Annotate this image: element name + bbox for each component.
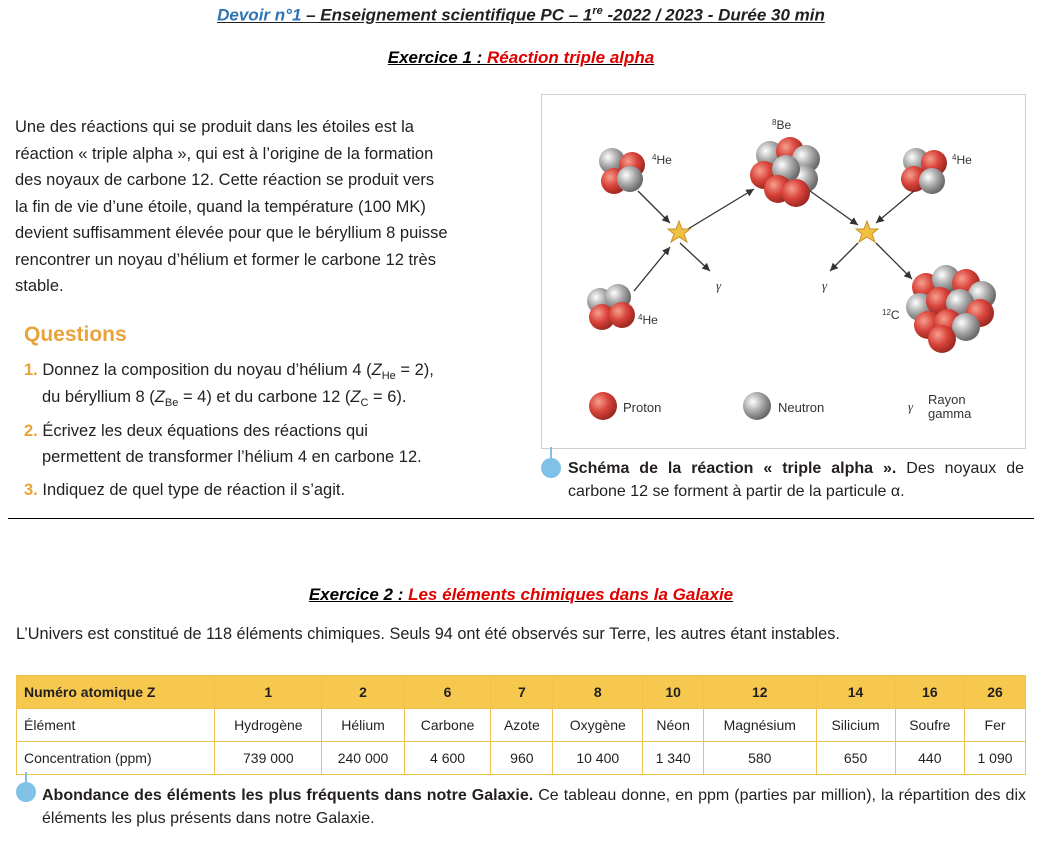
- table-row: [17, 676, 1026, 709]
- svg-text:4He: [638, 313, 658, 327]
- table-cell: 650: [816, 742, 895, 775]
- table-cell: 26: [965, 676, 1026, 709]
- beryllium-nucleus: [750, 137, 820, 207]
- table-cell: 16: [895, 676, 964, 709]
- paragraph-line: Une des réactions qui se produit dans les étoiles est la: [15, 118, 414, 136]
- question-1-line2: [42, 384, 406, 417]
- exercise2-prefix: Exercice 2 :: [308, 585, 409, 604]
- exercise2-title: [0, 585, 1042, 605]
- table-cell: 960: [491, 742, 553, 775]
- table-row: [17, 742, 1026, 775]
- paragraph-line: stable.: [15, 277, 64, 295]
- table-cell: 8: [553, 676, 643, 709]
- table-cell: 1 090: [965, 742, 1026, 775]
- paragraph-line: des noyaux de carbone 12. Cette réaction se produit vers: [15, 171, 435, 189]
- be-subscript: Be: [164, 397, 179, 409]
- q2-line1: Écrivez les deux équations des réactions qui: [42, 422, 368, 440]
- table-cell: 7: [491, 676, 553, 709]
- paragraph-line: devient suffisamment élevée pour que le béryllium 8 puisse: [15, 224, 448, 242]
- table-cell: Hélium: [322, 709, 404, 742]
- devoir-label: Devoir n°1: [217, 5, 302, 25]
- exercise2-title-text: Les éléments chimiques dans la Galaxie: [408, 585, 734, 604]
- header-text-b: -2022 / 2023 - Durée 30 min: [602, 5, 825, 25]
- he-mass-label: 4: [638, 313, 643, 322]
- table-row: [17, 709, 1026, 742]
- table-cell: Soufre: [895, 709, 964, 742]
- c-subscript: C: [360, 397, 369, 409]
- svg-text:12C: [882, 308, 900, 322]
- legend-proton: [589, 392, 661, 420]
- legend-neutron: [743, 392, 824, 420]
- caption-bold: Abondance des éléments les plus fréquents dans notre Galaxie.: [42, 787, 534, 804]
- question-number: 3.: [24, 481, 38, 499]
- document-header: [0, 5, 1042, 26]
- exercise1-title-text: Réaction triple alpha: [487, 48, 655, 67]
- helium-nucleus-top-left: [599, 148, 645, 194]
- he-mass-label: 4: [652, 153, 657, 162]
- q1-text-b: = 2),: [395, 361, 434, 379]
- table-cell: Azote: [491, 709, 553, 742]
- diagram-caption: [568, 457, 1024, 503]
- helium-nucleus-top-right: [901, 148, 947, 194]
- table-cell: 240 000: [322, 742, 404, 775]
- carbon-nucleus: [906, 265, 996, 353]
- z-symbol: Z: [371, 361, 382, 379]
- table-cell: 580: [704, 742, 816, 775]
- he-label: He: [656, 153, 672, 167]
- reaction-star-1: [668, 221, 690, 242]
- table-cell: 4 600: [404, 742, 491, 775]
- table-cell: 739 000: [215, 742, 322, 775]
- paragraph-line: réaction « triple alpha », qui est à l’origine de la formation: [15, 144, 434, 163]
- paragraph-line: la fin de vie d’une étoile, quand la température (100 MK): [15, 197, 426, 216]
- gamma-label: γ: [822, 278, 828, 293]
- legend-gamma-symbol: γ: [908, 399, 914, 414]
- q1-text-c: du béryllium 8 (: [42, 388, 155, 406]
- caption-rest: Des noyaux de carbone 12 se forment à partir de la particule α.: [568, 460, 1024, 500]
- z-symbol: Z: [154, 388, 165, 406]
- question-2: [24, 418, 368, 445]
- be-label: Be: [776, 118, 792, 132]
- he-mass-label: 4: [952, 153, 957, 162]
- question-number: 1.: [24, 361, 38, 379]
- table-cell: Silicium: [816, 709, 895, 742]
- helium-nucleus-bottom-left: [587, 284, 635, 330]
- section-divider: [8, 518, 1034, 519]
- table-cell: Néon: [643, 709, 704, 742]
- caption-bullet: [16, 782, 36, 802]
- row-label: Concentration (ppm): [17, 742, 215, 775]
- table-cell: Magnésium: [704, 709, 816, 742]
- table-cell: 12: [704, 676, 816, 709]
- paragraph-line: rencontrer un noyau d’hélium et former le carbone 12 très: [15, 250, 436, 269]
- table-cell: 10: [643, 676, 704, 709]
- exercise1-prefix: Exercice 1 :: [387, 48, 488, 67]
- legend-gamma-label: gamma: [928, 406, 972, 421]
- caption-bold: Schéma de la réaction « triple alpha ».: [568, 460, 897, 477]
- question-number: 2.: [24, 422, 38, 440]
- c-label: C: [890, 308, 900, 322]
- exercise1-paragraph: [15, 114, 501, 300]
- table-cell: Fer: [965, 709, 1026, 742]
- table-cell: Carbone: [404, 709, 491, 742]
- svg-text:8Be: [772, 118, 791, 132]
- c-mass-label: 12: [882, 308, 891, 317]
- be-mass-label: 8: [772, 118, 777, 127]
- svg-text:4He: [952, 153, 972, 167]
- q1-text-e: = 6).: [368, 388, 407, 406]
- triple-alpha-diagram: [541, 94, 1026, 449]
- table-cell: Oxygène: [553, 709, 643, 742]
- questions-heading: Questions: [24, 323, 127, 346]
- q1-text-d: = 4) et du carbone 12 (: [178, 388, 351, 406]
- svg-text:4He: [652, 153, 672, 167]
- he-subscript: He: [381, 370, 396, 382]
- header-text-a: – Enseignement scientifique PC – 1: [301, 5, 593, 25]
- table-cell: 6: [404, 676, 491, 709]
- z-symbol: Z: [350, 388, 361, 406]
- reaction-star-2: [856, 221, 878, 242]
- row-label: Numéro atomique Z: [17, 676, 215, 709]
- table-cell: 2: [322, 676, 404, 709]
- table-cell: 10 400: [553, 742, 643, 775]
- elements-table: [16, 675, 1026, 775]
- legend-rayon-label: Rayon: [928, 392, 966, 407]
- he-label: He: [642, 313, 658, 327]
- q3-text: Indiquez de quel type de réaction il s’agit.: [42, 481, 346, 499]
- legend-gamma: [908, 392, 972, 421]
- caption-rest: Ce tableau donne, en ppm (parties par million), la répartition des dix éléments les plus présents dans notre Galaxie.: [42, 787, 1026, 827]
- legend-neutron-label: Neutron: [778, 400, 825, 415]
- legend-proton-label: Proton: [623, 400, 662, 415]
- question-3: [24, 477, 345, 504]
- q2-line2: permettent de transformer l’hélium 4 en carbone 12.: [42, 448, 422, 466]
- exercise2-intro: L’Univers est constitué de 118 éléments chimiques. Seuls 94 ont été observés sur Terre, les autres étant instables.: [16, 625, 840, 643]
- gamma-label: γ: [716, 278, 722, 293]
- row-label: Élément: [17, 709, 215, 742]
- table-caption: [42, 784, 1026, 830]
- he-label: He: [956, 153, 972, 167]
- table-cell: 1: [215, 676, 322, 709]
- table-cell: 1 340: [643, 742, 704, 775]
- table-cell: Hydrogène: [215, 709, 322, 742]
- header-superscript: re: [592, 5, 603, 17]
- table-cell: 440: [895, 742, 964, 775]
- q1-text-a: Donnez la composition du noyau d’hélium 4 (: [42, 361, 372, 379]
- exercise1-title: [0, 48, 1042, 68]
- caption-bullet: [541, 458, 561, 478]
- table-cell: 14: [816, 676, 895, 709]
